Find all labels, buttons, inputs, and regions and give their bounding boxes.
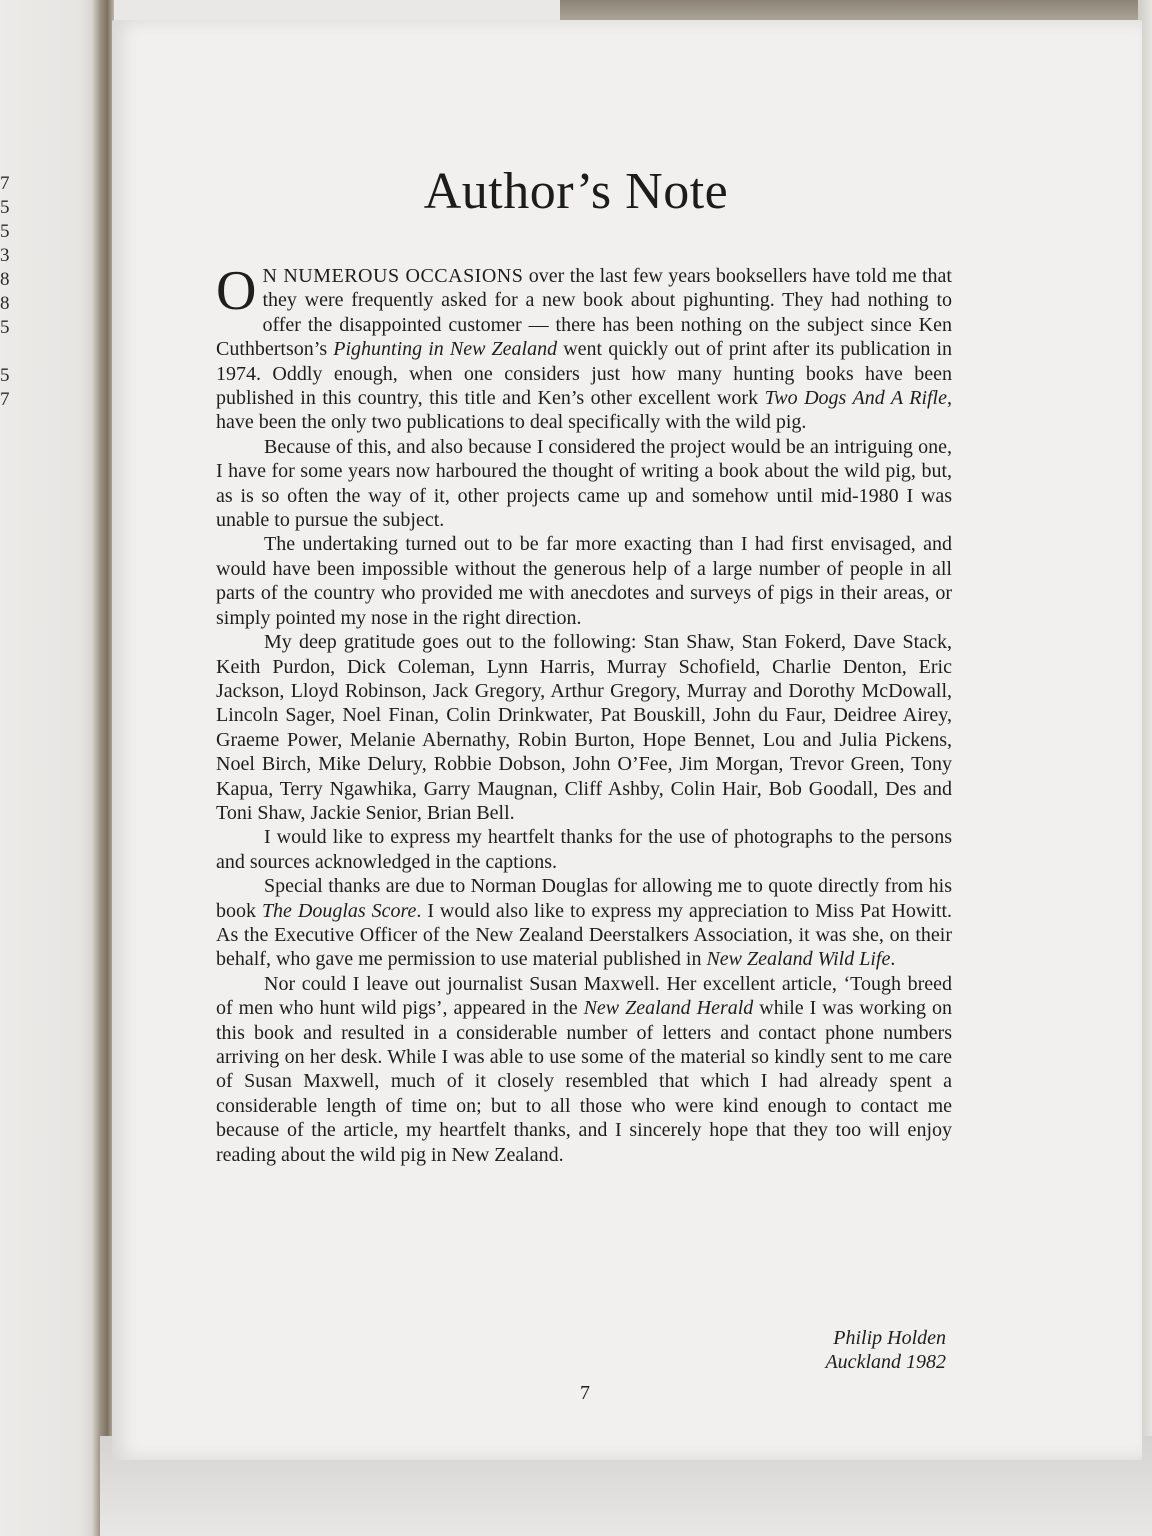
publication-title-wild-life: New Zealand Wild Life [706,948,891,971]
previous-page [0,0,100,1536]
book-cover-spine-edge [92,0,114,1536]
book-title-douglas-score: The Douglas Score [261,899,417,922]
opening-small-caps: N NUMEROUS OCCASIONS [262,265,524,287]
paragraph-7-text-a: Nor could I leave out journalist Susan Maxwell. Her excellent article, ‘Tough breed of men who hunt wild pigs’, appeared in the [216,972,952,1020]
newspaper-title-herald: New Zealand Herald [583,997,754,1020]
prev-page-number: 5 [0,221,10,242]
prev-page-number: 5 [0,317,10,338]
page-title: Author’s Note [423,163,729,220]
author-signature [825,1326,946,1374]
prev-page-number: 5 [0,197,10,218]
paragraph-7 [216,972,952,1167]
page-number: 7 [580,1382,590,1404]
drop-cap: O [216,260,257,322]
prev-page-number: 8 [0,293,10,314]
paragraph-3: The undertaking turned out to be far more exacting than I had first envisaged, and would have been impossible without the generous help of a large number of people in all parts of the country who provided me with anecdotes and surveys of pigs in their areas, or simply pointed my nose in the right direction. [216,533,952,629]
paragraph-6-text-b: . I would also like to express my appreciation to Miss Pat Howitt. As the Executive Officer of the New Zealand Deerstalkers Association, it was she, on their behalf, who gave me permission to use material published in [216,899,953,971]
paragraph-1 [216,260,953,435]
paragraph-6 [216,874,952,972]
paragraph-6-text-a: Special thanks are due to Norman Douglas for allowing me to quote directly from his book [216,875,952,922]
paragraph-1-text-a: over the last few years booksellers have told me that they were frequently asked for a new book about pighunting. They had nothing to offer the disappointed customer — there has been nothing on the subject since Ken Cuthbertson’s [216,265,952,361]
paragraph-1-text-c: , have been the only two publications to deal specifically with the wild pig. [216,387,952,434]
prev-page-number: 7 [0,389,10,410]
paragraph-2: Because of this, and also because I considered the project would be an intriguing one, I have for some years now harboured the thought of writing a book about the wild pig, but, as is so often the way of it, other projects came up and somehow until mid-1980 I was unable to pursue the subject. [216,435,952,532]
paragraph-7-text-b: while I was working on this book and resulted in a considerable number of letters and contact phone numbers arriving on her desk. While I was able to use some of the material so kindly sent to me care of Susan Maxwell, much of it closely resembled that which I had already spent a considerable length of time on; but to all those who were kind enough to contact me because of the article, my heartfelt thanks, and I sincerely hope that they too will enjoy reading about the wild pig in New Zealand. [216,997,952,1166]
book-title-pighunting: Pighunting in New Zealand [333,338,558,361]
book-title-two-dogs: Two Dogs And A Rifle [764,387,947,410]
paragraph-4: My deep gratitude goes out to the following: Stan Shaw, Stan Fokerd, Dave Stack, Keith Purdon, Dick Coleman, Lynn Harris, Murray Schofield, Charlie Denton, Eric Jackson, Lloyd Robinson, Jack Gregory, Arthur Gregory, Murray and Dorothy McDowall, Lincoln Sager, Noel Finan, Colin Drinkwater, Pat Bouskill, John du Faur, Deidree Airey, Graeme Power, Melanie Abernathy, Robin Burton, Hope Bennet, Lou and Julia Pickens, Noel Birch, Mike Delury, Robbie Dobson, John O’Fee, Jim Morgan, Trevor Green, Tony Kapua, Terry Ngawhika, Garry Maugnan, Cliff Ashby, Colin Hair, Bob Goodall, Des and Toni Shaw, Jackie Senior, Brian Bell. [216,631,952,824]
paragraph-6-text-c: . [890,948,896,971]
prev-page-number: 7 [0,173,10,194]
prev-page-number: 3 [0,245,10,266]
body-text [216,260,953,1167]
prev-page-number: 5 [0,365,10,386]
prev-page-number: 8 [0,269,10,290]
paragraph-1-text-b: went quickly out of print after its publication in 1974. Oddly enough, when one considers just how many hunting books have been published in this country, this title and Ken’s other excellent work [216,338,953,410]
author-place-date: Auckland 1982 [825,1351,946,1373]
paragraph-5: I would like to express my heartfelt thanks for the use of photographs to the persons and sources acknowledged in the captions. [216,826,952,873]
prev-page-number [0,340,14,364]
author-name: Philip Holden [833,1327,946,1349]
